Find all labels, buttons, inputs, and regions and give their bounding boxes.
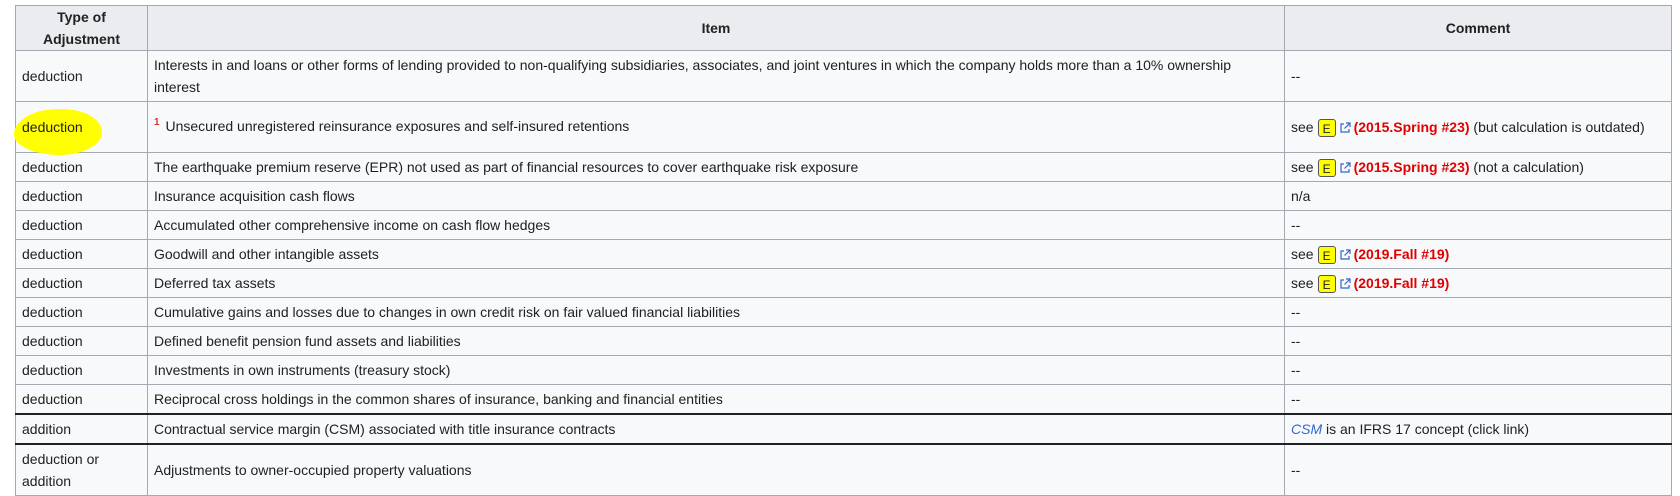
external-link-icon[interactable] bbox=[1339, 278, 1351, 290]
cell-comment: -- bbox=[1285, 444, 1672, 496]
exam-badge[interactable]: E bbox=[1318, 159, 1336, 177]
exam-reference-link[interactable]: (2019.Fall #19) bbox=[1353, 275, 1450, 291]
highlighted-type: deduction bbox=[22, 119, 83, 135]
table-row bbox=[16, 182, 1672, 211]
cell-comment bbox=[1285, 269, 1672, 298]
cell-type: deduction bbox=[16, 269, 148, 298]
cell-type: deduction bbox=[16, 327, 148, 356]
cell-comment bbox=[1285, 240, 1672, 269]
table-row bbox=[16, 153, 1672, 182]
cell-comment: -- bbox=[1285, 298, 1672, 327]
table-row bbox=[16, 327, 1672, 356]
cell-item bbox=[148, 102, 1285, 153]
table-row bbox=[16, 269, 1672, 298]
table-row bbox=[16, 385, 1672, 415]
cell-type: deduction bbox=[16, 356, 148, 385]
table-row bbox=[16, 211, 1672, 240]
cell-item: Adjustments to owner-occupied property valuations bbox=[148, 444, 1285, 496]
cell-comment: -- bbox=[1285, 385, 1672, 415]
cell-item: Goodwill and other intangible assets bbox=[148, 240, 1285, 269]
cell-item: Accumulated other comprehensive income on cash flow hedges bbox=[148, 211, 1285, 240]
exam-badge[interactable]: E bbox=[1318, 246, 1336, 264]
cell-comment: -- bbox=[1285, 356, 1672, 385]
csm-link[interactable]: CSM bbox=[1291, 421, 1323, 437]
table-row bbox=[16, 414, 1672, 444]
cell-item: Reciprocal cross holdings in the common shares of insurance, banking and financial entities bbox=[148, 385, 1285, 415]
table-row bbox=[16, 298, 1672, 327]
comment-after: (not a calculation) bbox=[1473, 159, 1584, 175]
cell-type: deduction bbox=[16, 385, 148, 415]
adjustments-table bbox=[15, 5, 1672, 496]
cell-item: Contractual service margin (CSM) associated with title insurance contracts bbox=[148, 414, 1285, 444]
cell-type: deduction bbox=[16, 153, 148, 182]
external-link-icon[interactable] bbox=[1339, 249, 1351, 261]
see-text: see bbox=[1291, 275, 1314, 291]
comment-after: is an IFRS 17 concept (click link) bbox=[1326, 421, 1530, 437]
table-row bbox=[16, 444, 1672, 496]
cell-item: Insurance acquisition cash flows bbox=[148, 182, 1285, 211]
comment-after: (but calculation is outdated) bbox=[1473, 119, 1645, 135]
cell-item: Cumulative gains and losses due to changes in own credit risk on fair valued financial liabilities bbox=[148, 298, 1285, 327]
exam-reference-link[interactable]: (2015.Spring #23) bbox=[1353, 119, 1470, 135]
cell-type: deduction bbox=[16, 298, 148, 327]
see-text: see bbox=[1291, 159, 1314, 175]
cell-item: Interests in and loans or other forms of lending provided to non-qualifying subsidiaries, associates, and joint ventures in which the company holds more than a 10% ownership interest bbox=[148, 51, 1285, 102]
cell-item: The earthquake premium reserve (EPR) not used as part of financial resources to cover earthquake risk exposure bbox=[148, 153, 1285, 182]
cell-type: deduction or addition bbox=[16, 444, 148, 496]
cell-comment: -- bbox=[1285, 211, 1672, 240]
highlighter-mark bbox=[22, 119, 83, 135]
exam-reference-link[interactable]: (2015.Spring #23) bbox=[1353, 159, 1470, 175]
see-text: see bbox=[1291, 246, 1314, 262]
footnote-marker: 1 bbox=[154, 116, 160, 128]
header-type: Type of Adjustment bbox=[16, 6, 148, 51]
cell-comment: -- bbox=[1285, 327, 1672, 356]
exam-reference-link[interactable]: (2019.Fall #19) bbox=[1353, 246, 1450, 262]
cell-comment bbox=[1285, 414, 1672, 444]
header-row bbox=[16, 6, 1672, 51]
table-row bbox=[16, 102, 1672, 153]
see-text: see bbox=[1291, 119, 1314, 135]
external-link-icon[interactable] bbox=[1339, 162, 1351, 174]
exam-badge[interactable]: E bbox=[1318, 119, 1336, 137]
cell-comment bbox=[1285, 102, 1672, 153]
table-row bbox=[16, 240, 1672, 269]
cell-item: Deferred tax assets bbox=[148, 269, 1285, 298]
table-row bbox=[16, 51, 1672, 102]
cell-comment: -- bbox=[1285, 51, 1672, 102]
cell-type: deduction bbox=[16, 211, 148, 240]
cell-type: deduction bbox=[16, 51, 148, 102]
cell-comment bbox=[1285, 153, 1672, 182]
table-row bbox=[16, 356, 1672, 385]
cell-item: Defined benefit pension fund assets and liabilities bbox=[148, 327, 1285, 356]
cell-type bbox=[16, 102, 148, 153]
cell-type: addition bbox=[16, 414, 148, 444]
exam-badge[interactable]: E bbox=[1318, 275, 1336, 293]
cell-type: deduction bbox=[16, 240, 148, 269]
cell-comment: n/a bbox=[1285, 182, 1672, 211]
cell-item: Investments in own instruments (treasury stock) bbox=[148, 356, 1285, 385]
header-comment: Comment bbox=[1285, 6, 1672, 51]
external-link-icon[interactable] bbox=[1339, 122, 1351, 134]
header-item: Item bbox=[148, 6, 1285, 51]
item-text: Unsecured unregistered reinsurance exposures and self-insured retentions bbox=[165, 117, 630, 134]
cell-type: deduction bbox=[16, 182, 148, 211]
